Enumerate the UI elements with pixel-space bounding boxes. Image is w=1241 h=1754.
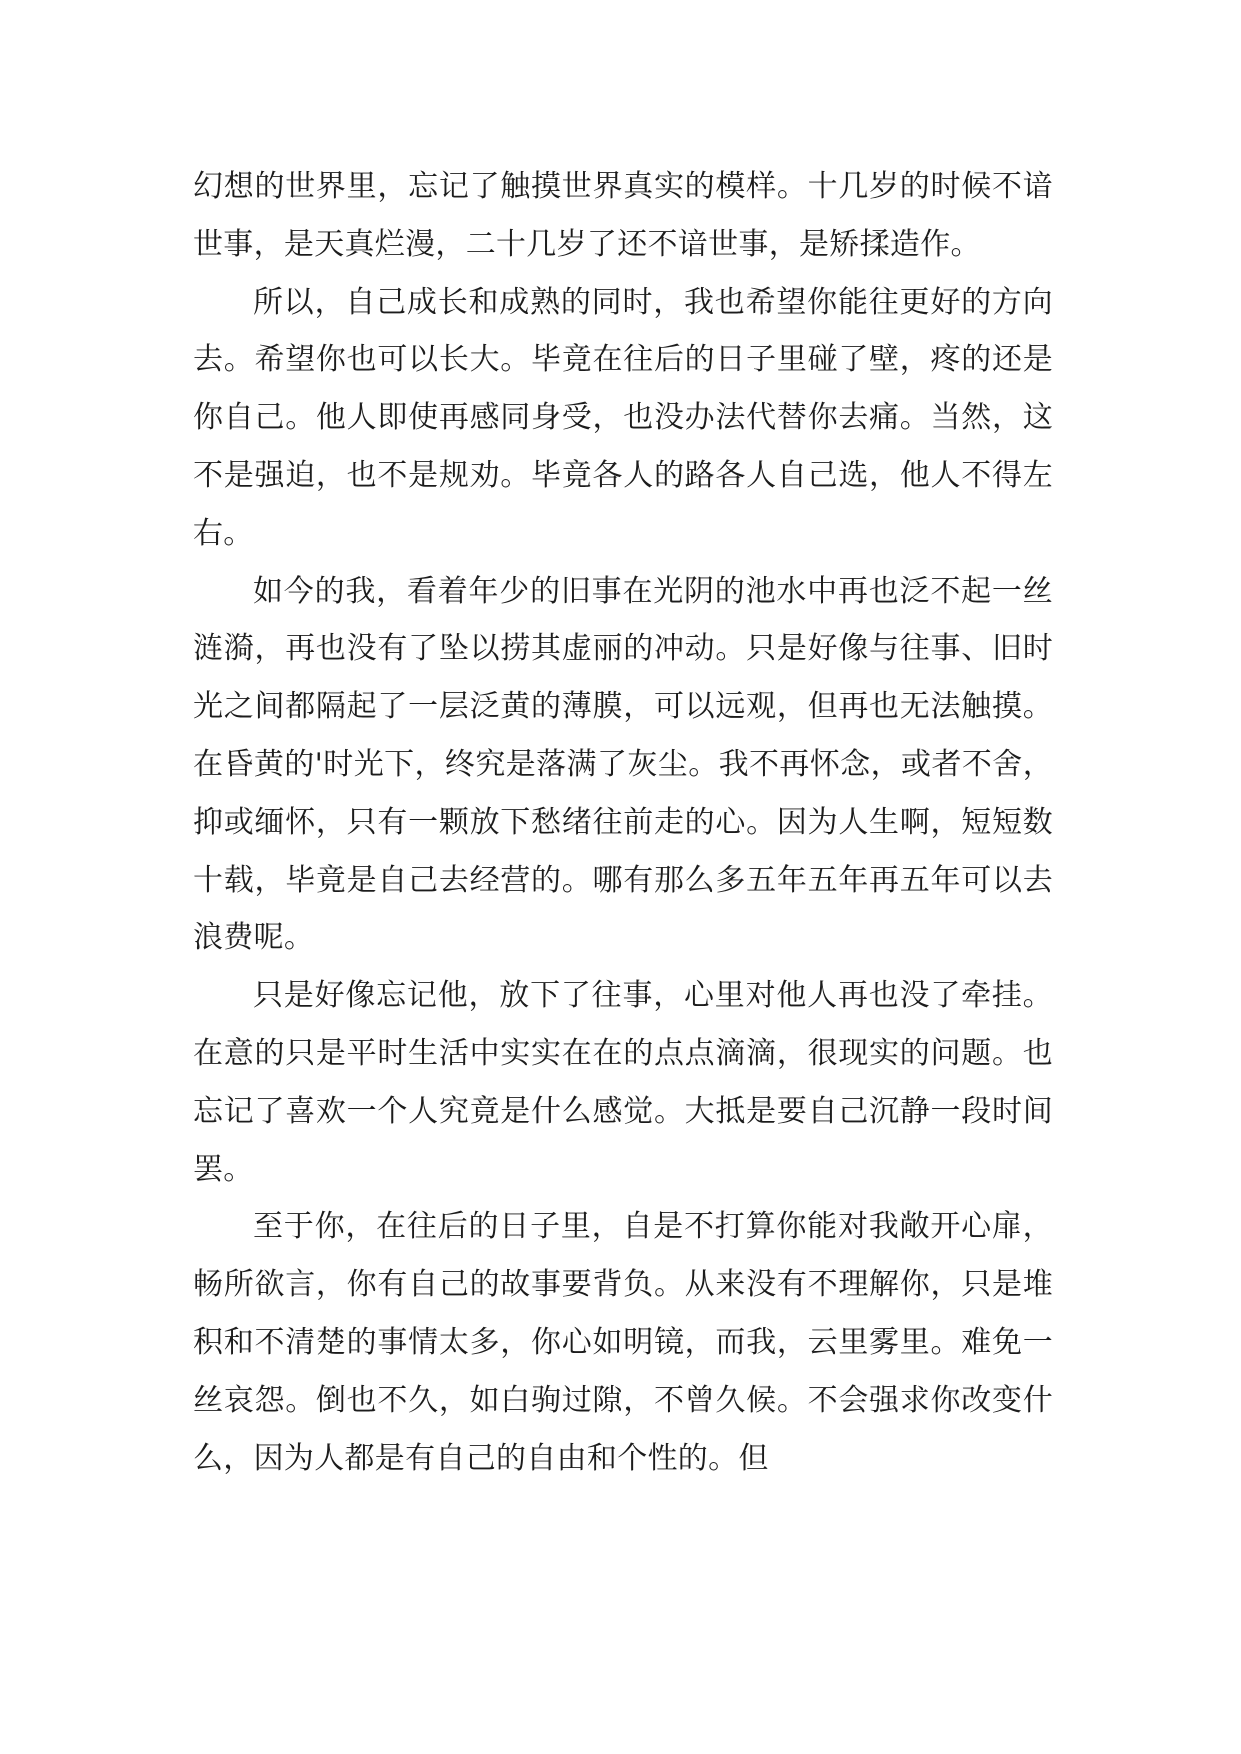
- document-body: [193, 158, 1053, 1487]
- paragraph-4: 只是好像忘记他，放下了往事，心里对他人再也没了牵挂。在意的只是平时生活中实实在在的点点滴滴，很现实的问题。也忘记了喜欢一个人究竟是什么感觉。大抵是要自己沉静一段时间罢。: [193, 978, 1053, 1187]
- paragraph-5: 至于你，在往后的日子里，自是不打算你能对我敞开心扉，畅所欲言，你有自己的故事要背负。从来没有不理解你，只是堆积和不清楚的事情太多，你心如明镜，而我，云里雾里。难免一丝哀怨。倒也不久，如白驹过隙，不曾久候。不会强求你改变什么，因为人都是有自己的自由和个性的。但: [193, 1209, 1053, 1476]
- paragraph-1: 幻想的世界里，忘记了触摸世界真实的模样。十几岁的时候不谙世事，是天真烂漫，二十几岁了还不谙世事，是矫揉造作。: [193, 169, 1053, 262]
- paragraph-2: 所以，自己成长和成熟的同时，我也希望你能往更好的方向去。希望你也可以长大。毕竟在往后的日子里碰了壁，疼的还是你自己。他人即使再感同身受，也没办法代替你去痛。当然，这不是强迫，也不是规劝。毕竟各人的路各人自己选，他人不得左右。: [193, 284, 1053, 551]
- paragraph-3: 如今的我，看着年少的旧事在光阴的池水中再也泛不起一丝涟漪，再也没有了坠以捞其虚丽的冲动。只是好像与往事、旧时光之间都隔起了一层泛黄的薄膜，可以远观，但再也无法触摸。在昏黄的'时光下，终究是落满了灰尘。我不再怀念，或者不舍，抑或缅怀，只有一颗放下愁绪往前走的心。因为人生啊，短短数十载，毕竟是自己去经营的。哪有那么多五年五年再五年可以去浪费呢。: [193, 573, 1053, 956]
